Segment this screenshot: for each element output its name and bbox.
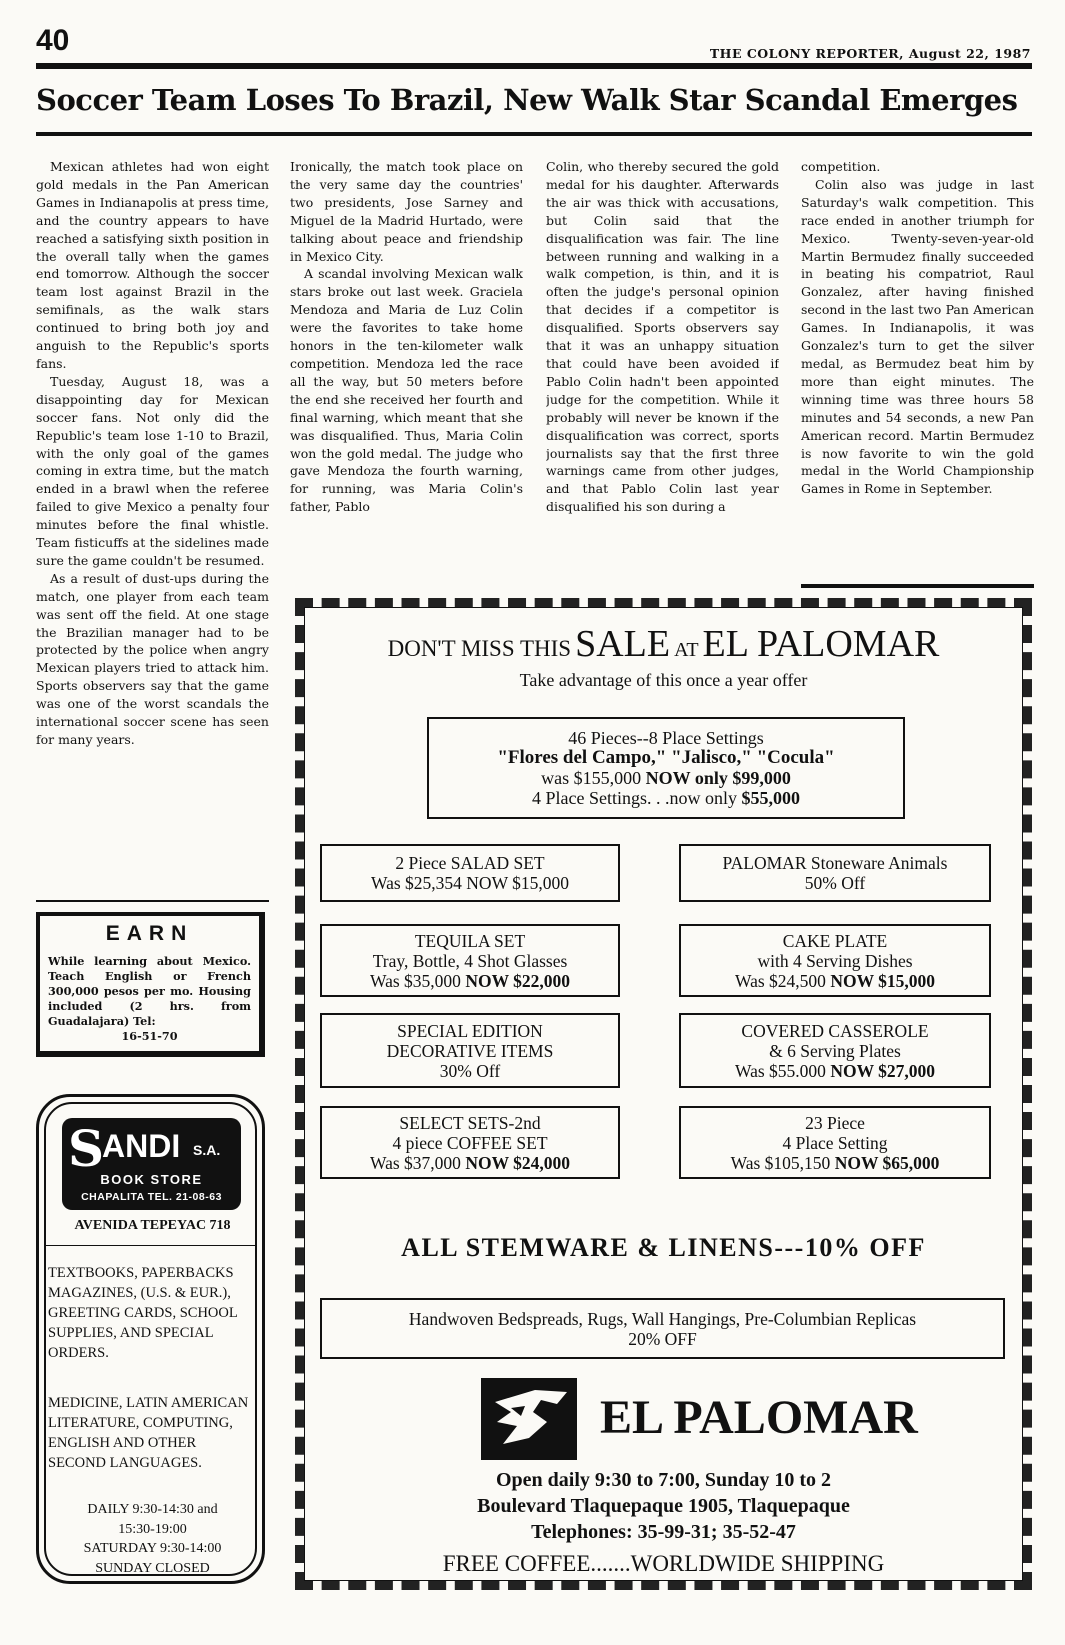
page-number: 40 (36, 24, 70, 57)
offer-price (681, 971, 989, 991)
headline-rule (36, 132, 1032, 136)
offer-discount: 30% Off (439, 1060, 501, 1081)
store-address: Boulevard Tlaquepaque 1905, Tlaquepaque (477, 1495, 850, 1517)
divider (44, 1245, 257, 1246)
offer-was: was $155,000 (541, 768, 642, 788)
headline-part: AT (674, 639, 699, 661)
headline-sale: SALE (575, 623, 671, 665)
offer-box-animals (679, 844, 991, 902)
offer-title (681, 853, 989, 873)
sandi-logo-s: S (68, 1119, 105, 1178)
column-rule (36, 900, 269, 902)
sandi-logo-phone: CHAPALITA TEL. 21-08-63 (81, 1191, 222, 1203)
main-offer-box (427, 717, 905, 819)
article-column-4 (801, 158, 1034, 576)
offer-title: TEQUILA SET (414, 930, 526, 951)
article-column-2 (290, 158, 523, 590)
offer-detail: DECORATIVE ITEMS (386, 1040, 554, 1061)
offer-box-handwoven (320, 1298, 1005, 1359)
offer-title: 23 Piece (805, 1112, 865, 1133)
paragraph: A scandal involving Mexican walk stars broke out last week. Graciela Mendoza and Maria de Luz Colin were the favorites to take home honors in the ten-kilometer walk competition. Mendoza led the race all the way, but 50 meters before the end she received her fourth and final warning, which meant that she was disqualified. Thus, Maria Colin won the gold medal. The judge who gave Mendoza the fourth warning, for running, was Maria Colin's father, Pablo (290, 266, 523, 515)
offer-line: 46 Pieces--8 Place Settings (568, 728, 764, 748)
earn-ad (36, 912, 265, 1057)
offer-box-cake-plate (679, 924, 991, 997)
ad-footer: FREE COFFEE.......WORLDWIDE SHIPPING (442, 1551, 885, 1576)
offer-price (322, 971, 618, 991)
offer-line (429, 788, 903, 808)
palomar-ad-headline (304, 622, 1023, 666)
offer-now: NOW $27,000 (830, 1060, 935, 1081)
offer-detail: Handwoven Bedspreads, Rugs, Wall Hangings, Pre-Columbian Replicas (408, 1308, 917, 1329)
sandi-hours-line: DAILY 9:30-14:30 and (87, 1502, 218, 1517)
sandi-hours-line: 15:30-19:00 (118, 1521, 187, 1537)
offer-product: Stoneware Animals (810, 853, 948, 873)
offer-was: Was $25,354 (370, 873, 462, 893)
headline: Soccer Team Loses To Brazil, New Walk Star Scandal Emerges (36, 83, 1018, 117)
offer-price (681, 1061, 989, 1081)
article-column-1 (36, 158, 269, 880)
dove-logo-icon (481, 1378, 577, 1460)
masthead: THE COLONY REPORTER, August 22, 1987 (709, 46, 1031, 61)
paragraph: Colin, who thereby secured the gold medal for his daughter. Afterwards the air was thick with accusations, but Colin said that the disqualification was fair. The line between running and walking in a walk competion, is thin, and it is often the judge's personal opinion that decides if a competitor is disqualified. Sports observers say that it was an unhappy situation that could have been avoided if Pablo Colin hadn't been appointed judge for the competition. While it probably will never be known if the disqualification was correct, sports journalists say that the first three warnings came from other judges, and that Pablo Colin last year disqualified his son during a (546, 159, 779, 515)
article-column-3 (546, 158, 779, 590)
offer-patterns: "Flores del Campo," "Jalisco," "Cocula" (497, 747, 835, 768)
sandi-hours-line: SATURDAY 9:30-14:00 (83, 1541, 222, 1556)
store-info (304, 1467, 1023, 1545)
stemware-offer: ALL STEMWARE & LINENS---10% OFF (401, 1233, 926, 1262)
offer-was: 4 Place Settings. . .now only (532, 788, 737, 808)
offer-brand: PALOMAR (722, 853, 807, 873)
headline-store: EL PALOMAR (702, 623, 940, 665)
offer-discount: 50% Off (804, 873, 866, 893)
offer-price (681, 1153, 989, 1173)
store-phones: Telephones: 35-99-31; 35-52-47 (531, 1521, 796, 1543)
offer-price (322, 873, 618, 893)
palomar-ad-subhead: Take advantage of this once a year offer (519, 670, 808, 690)
offer-title: SELECT SETS-2nd (399, 1112, 541, 1133)
offer-detail: & 6 Serving Plates (769, 1040, 901, 1061)
sandi-logo-name: ANDI (102, 1128, 181, 1164)
sandi-subjects: MEDICINE, LATIN AMERICAN LITERATURE, COMPUTING, ENGLISH AND OTHER SECOND LANGUAGES. (48, 1395, 249, 1471)
offer-detail: with 4 Serving Dishes (757, 950, 913, 971)
offer-title: SPECIAL EDITION (397, 1020, 543, 1041)
sandi-address: AVENIDA TEPEYAC 718 (74, 1218, 231, 1233)
paragraph: Mexican athletes had won eight gold medals in the Pan American Games in Indianapolis at press time, and the country appears to have reached a satisfying sixth position in the overall tally when the games end tomorrow. Although the soccer team lost against Brazil in the semifinals, as the walk stars continued to bring both joy and anguish to the Republic's sports fans. (36, 159, 269, 371)
paragraph: Colin also was judge in last Saturday's walk competition. This race ended in another triumph for Mexico. Twenty-seven-year-old Martin Bermudez finally succeeded in beating his compatriot, Raul Gonzalez, after having finished second in the last two Pan American Games. In Indianapolis, it was Gonzalez's turn to get the silver medal, as Bermudez beat him by more than eight minutes. The winning time was three hours 58 minutes and 54 seconds, a new Pan American record. Martin Bermudez is now favorite to win the gold medal in the World Championship Games in Rome in September. (801, 176, 1034, 497)
offer-box-tequila (320, 924, 620, 997)
offer-price (322, 1153, 618, 1173)
offer-box-decorative (320, 1013, 620, 1088)
offer-box-23-piece (679, 1106, 991, 1179)
column-rule (801, 584, 1034, 588)
offer-detail: 4 piece COFFEE SET (392, 1132, 548, 1153)
earn-body: While learning about Mexico. Teach English or French 300,000 pesos per mo. Housing included (2 hrs. from Guadalajara) Tel: (48, 954, 251, 1028)
offer-box-coffee-set (320, 1106, 620, 1179)
offer-line (429, 768, 903, 788)
offer-was: Was $105,150 (730, 1152, 831, 1173)
paragraph: Tuesday, August 18, was a disappointing day for Mexican soccer fans. Not only did the Republic's team lose 1-10 to Brazil, with the only goal of the games coming in extra time, but the match ended in a brawl when the referee failed to give Mexico a penalty four minutes before the final whistle. Team fisticuffs at the sidelines made sure the game couldn't be resumed. (36, 373, 269, 568)
offer-now: NOW only $99,000 (645, 768, 791, 788)
offer-was: Was $35,000 (369, 970, 461, 991)
earn-phone: 16-51-70 (121, 1029, 178, 1043)
earn-title: EARN (105, 922, 194, 945)
sandi-hours-line: SUNDAY CLOSED (95, 1560, 210, 1576)
offer-box-casserole (679, 1013, 991, 1088)
offer-now: NOW $24,000 (465, 1152, 570, 1173)
offer-now: NOW $22,000 (465, 970, 570, 991)
offer-now: NOW $15,000 (466, 873, 570, 893)
offer-box-salad (320, 844, 620, 902)
offer-was: Was $24,500 (734, 970, 826, 991)
store-hours: Open daily 9:30 to 7:00, Sunday 10 to 2 (495, 1469, 832, 1491)
paragraph: competition. (801, 159, 881, 174)
paragraph: As a result of dust-ups during the match, one player from each team was sent off the field. At one stage the Brazilian manager had to be protected by the police when angry Mexican players tried to attack him. Sports observers say that the game was one of the worst scandals the international soccer scene has seen for many years. (36, 570, 269, 747)
offer-was: Was $37,000 (369, 1152, 461, 1173)
offer-now: $55,000 (741, 788, 800, 808)
offer-detail: Tray, Bottle, 4 Shot Glasses (372, 950, 568, 971)
offer-title: 2 Piece SALAD SET (395, 853, 545, 873)
offer-title: COVERED CASSEROLE (741, 1020, 929, 1041)
offer-title: CAKE PLATE (782, 930, 888, 951)
offer-was: Was $55.000 (734, 1060, 826, 1081)
sandi-hours (50, 1500, 255, 1578)
offer-discount: 20% OFF (628, 1328, 697, 1349)
sandi-logo (62, 1118, 241, 1210)
store-name: EL PALOMAR (600, 1391, 918, 1444)
offer-now: NOW $15,000 (830, 970, 935, 991)
headline-part: DON'T MISS THIS (387, 636, 572, 661)
paragraph: Ironically, the match took place on the very same day the countries' two presidents, Jose Sarney and Miguel de la Madrid Hurtado, were talking about peace and friendship in Mexico City. (290, 159, 523, 264)
sandi-products: TEXTBOOKS, PAPERBACKS MAGAZINES, (U.S. & EUR.), GREETING CARDS, SCHOOL SUPPLIES, AND SPECIAL ORDERS. (48, 1265, 238, 1361)
offer-detail: 4 Place Setting (782, 1132, 888, 1153)
sandi-logo-sa: S.A. (193, 1142, 221, 1158)
sandi-logo-bookstore: BOOK STORE (100, 1172, 203, 1187)
header-rule (36, 63, 1032, 69)
offer-now: NOW $65,000 (834, 1152, 940, 1173)
